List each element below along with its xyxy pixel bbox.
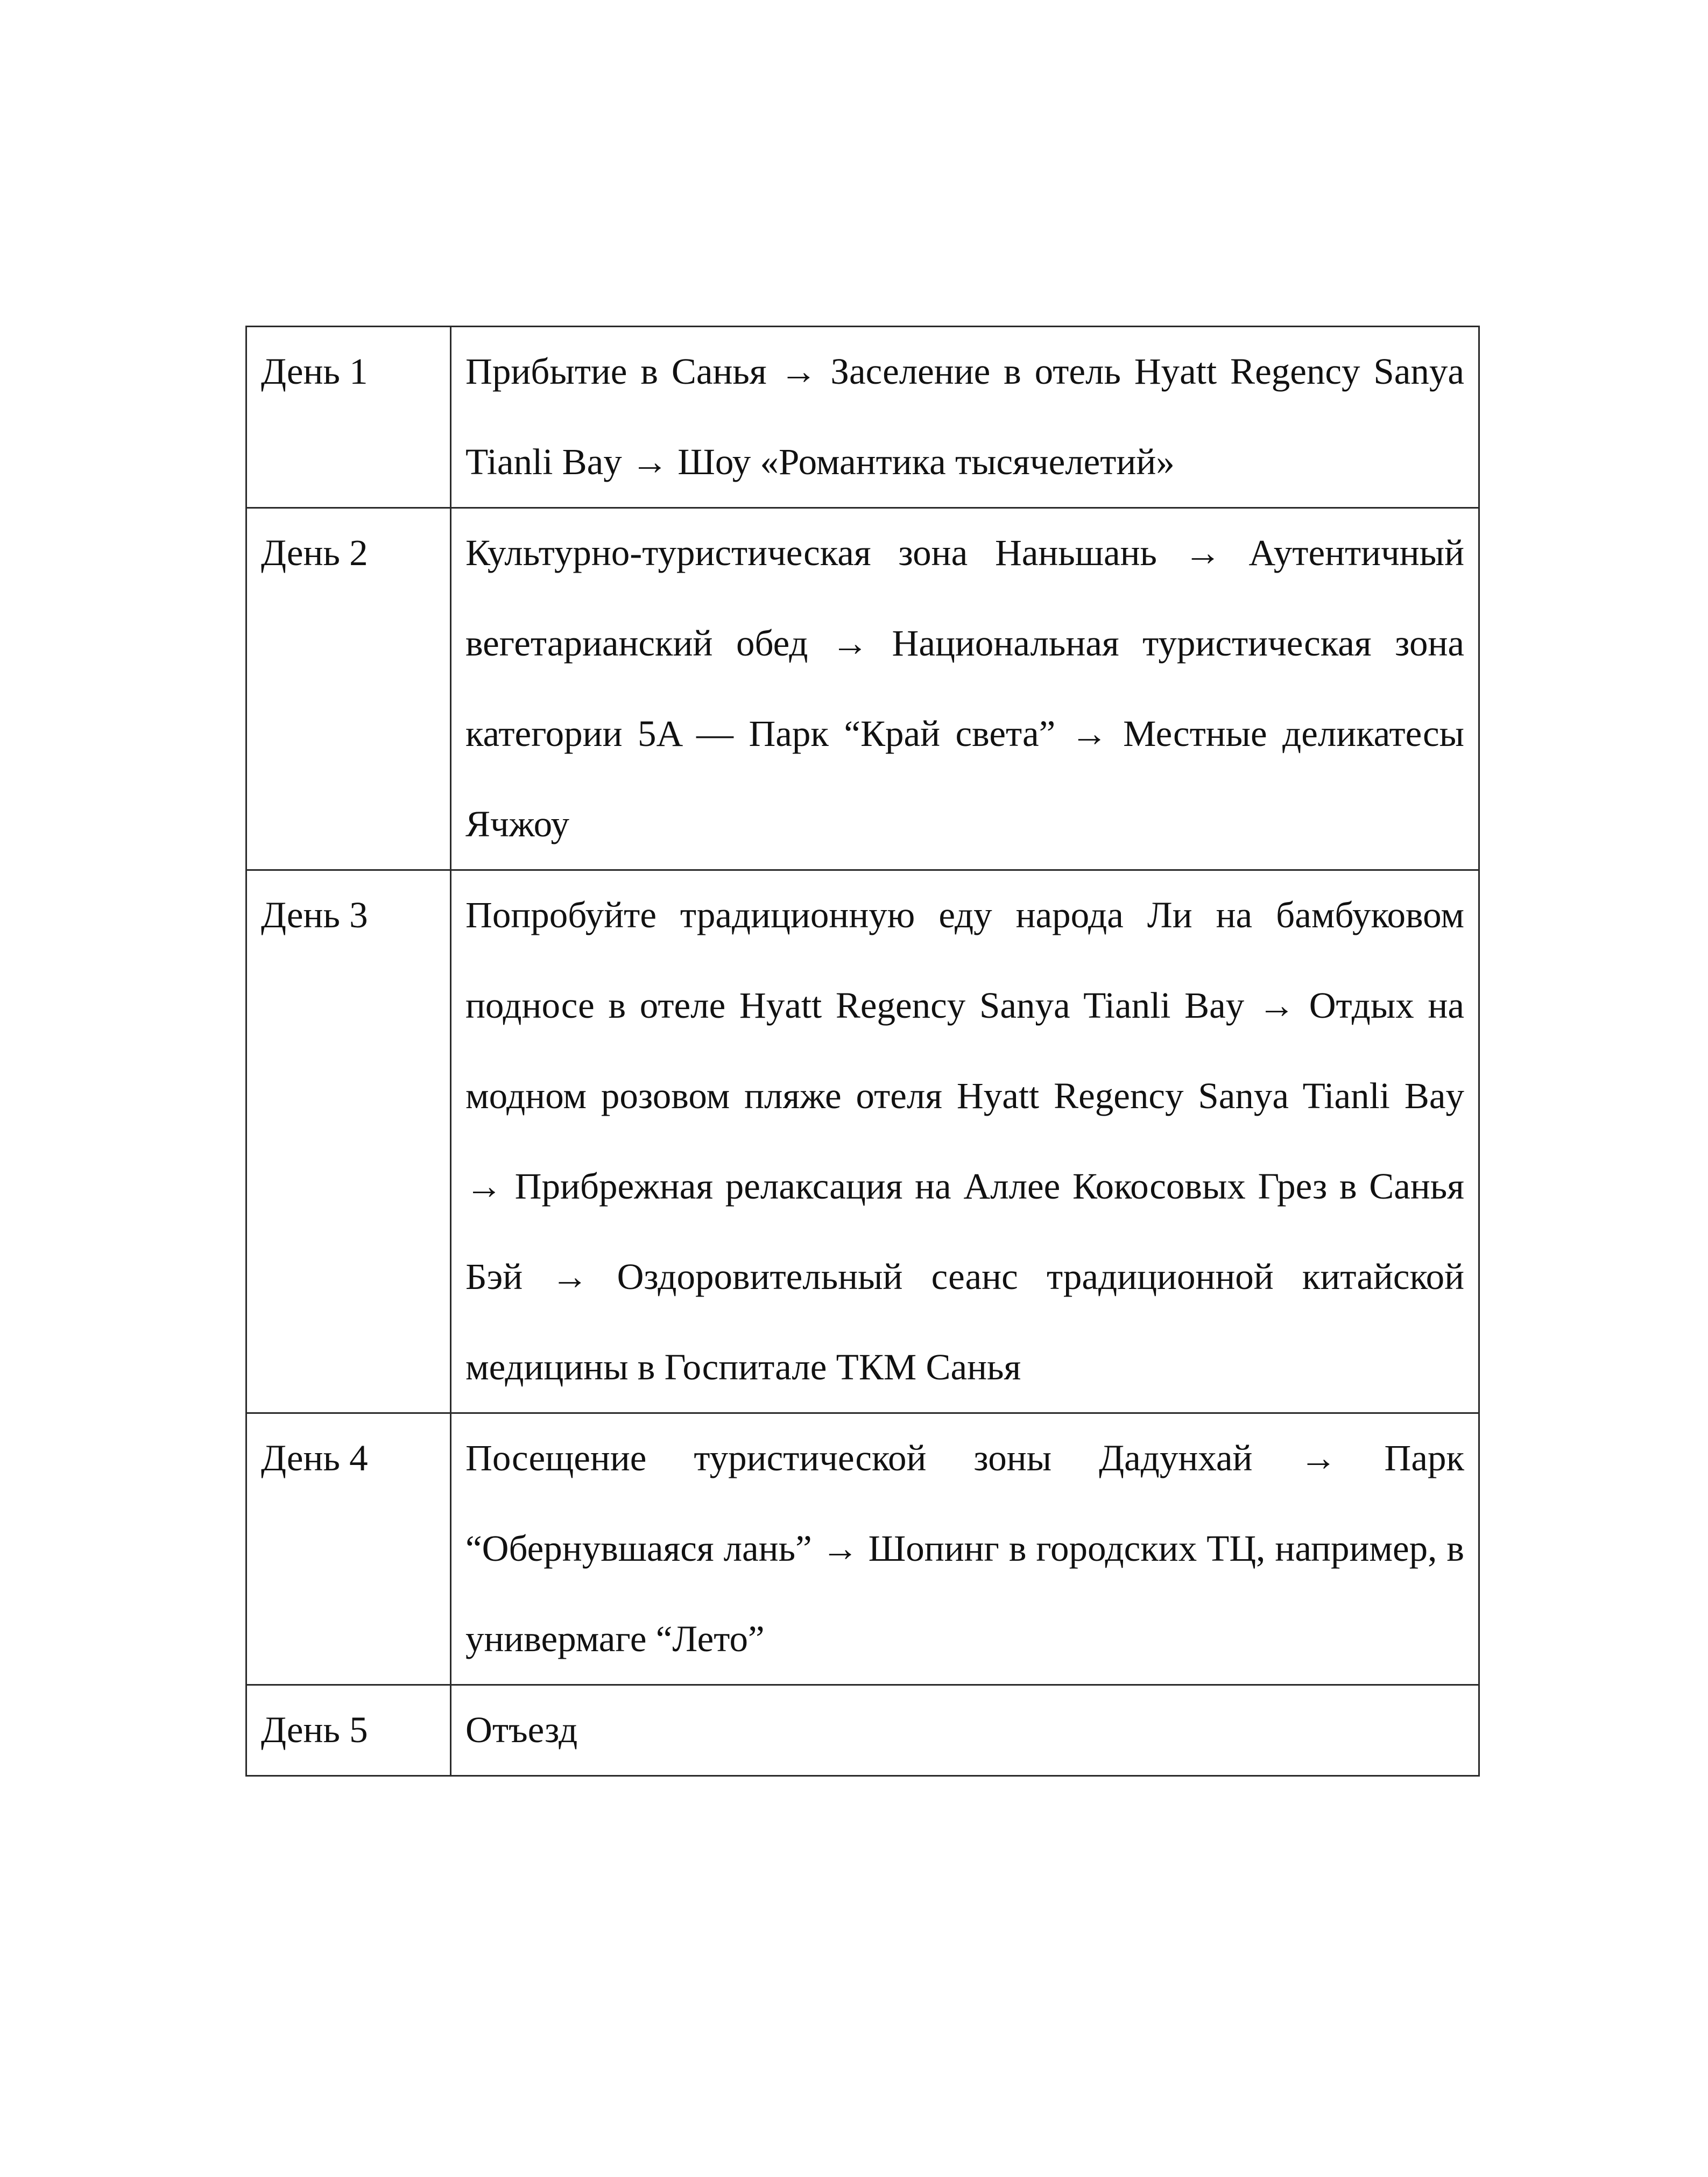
day-label: День 2 [261, 532, 368, 573]
day-cell [246, 870, 451, 1413]
day-label: День 5 [261, 1709, 368, 1750]
table-row [246, 870, 1479, 1413]
plan-cell [451, 508, 1479, 870]
day-label: День 3 [261, 894, 368, 935]
plan-text: Отъезд [465, 1709, 578, 1750]
plan-cell [451, 870, 1479, 1413]
day-cell [246, 327, 451, 508]
day-cell [246, 1685, 451, 1776]
plan-cell [451, 1413, 1479, 1685]
plan-cell [451, 327, 1479, 508]
table-row [246, 508, 1479, 870]
table-row [246, 327, 1479, 508]
day-label: День 4 [261, 1438, 368, 1478]
plan-text: Прибытие в Санья → Заселение в отель Hyatt Regency Sanya Tianli Bay → Шоу «Романтика тысячелетий» [465, 351, 1464, 482]
day-label: День 1 [261, 351, 368, 392]
day-cell [246, 508, 451, 870]
table-row [246, 1685, 1479, 1776]
plan-cell [451, 1685, 1479, 1776]
itinerary-table [245, 326, 1480, 1777]
plan-text: Культурно-туристическая зона Наньшань → Аутентичный вегетарианский обед → Национальная туристическая зона категории 5A — Парк “Край света” → Местные деликатесы Ячжоу [465, 532, 1464, 844]
plan-text: Посещение туристической зоны Дадунхай → Парк “Обернувшаяся лань” → Шопинг в городских ТЦ, например, в универмаге “Лето” [465, 1438, 1464, 1659]
day-cell [246, 1413, 451, 1685]
table-row [246, 1413, 1479, 1685]
plan-text: Попробуйте традиционную еду народа Ли на бамбуковом подносе в отеле Hyatt Regency Sanya Tianli Bay → Отдых на модном розовом пляже отеля Hyatt Regency Sanya Tianli Bay → Прибрежная релаксация на Аллее Кокосовых Грез в Санья Бэй → Оздоровительный сеанс традиционной китайской медицины в Госпитале ТКМ Санья [465, 894, 1464, 1387]
